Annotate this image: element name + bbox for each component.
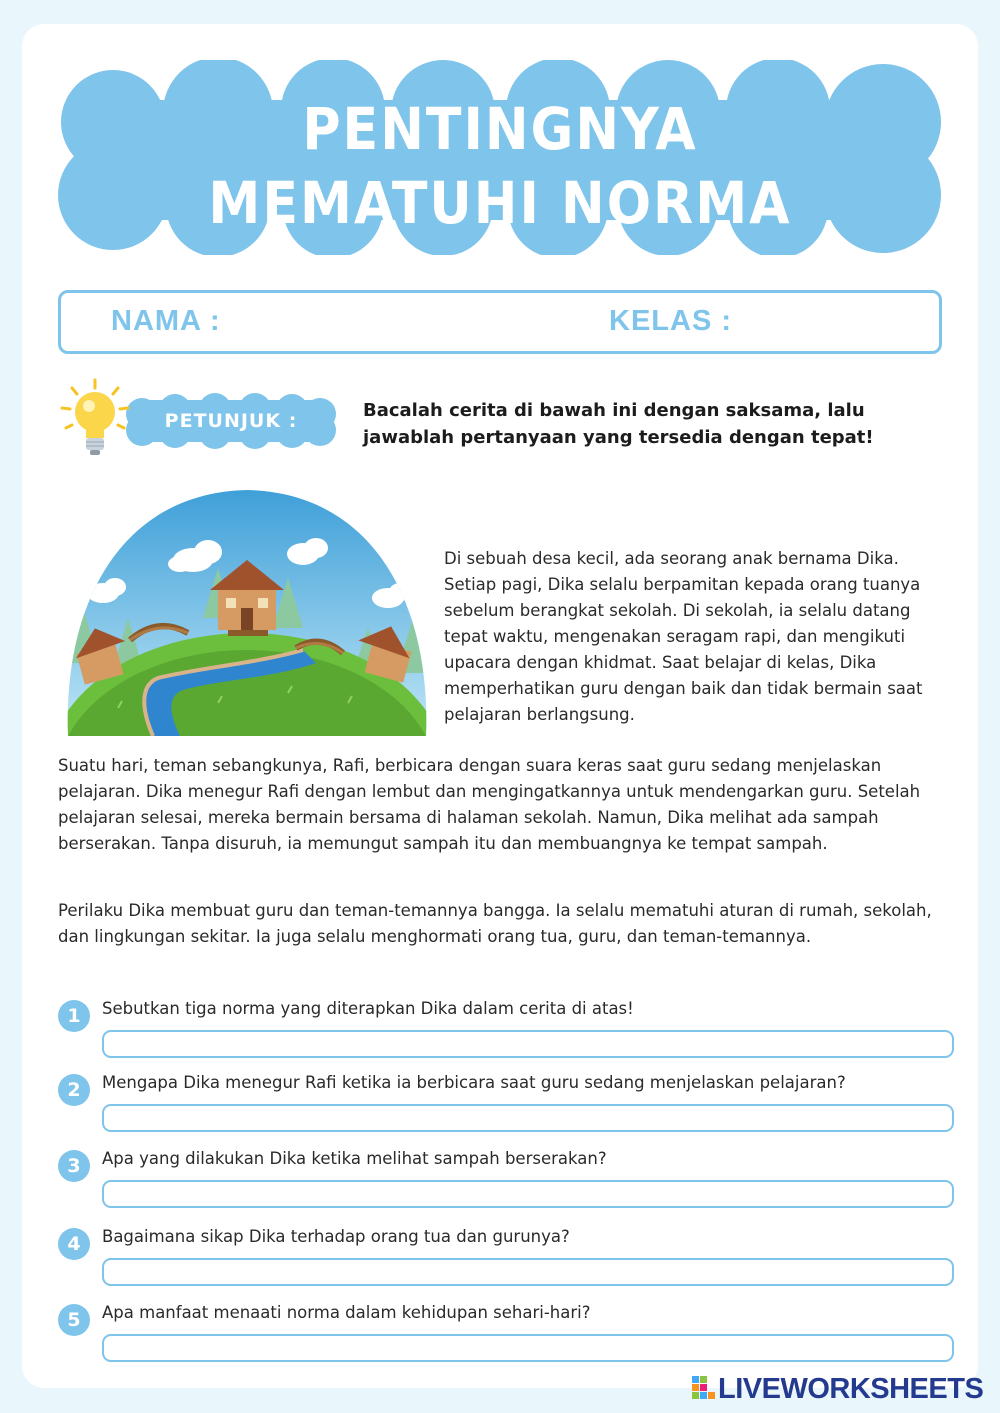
- question-number-badge: 1: [58, 1000, 90, 1032]
- liveworksheets-logo[interactable]: [692, 1372, 992, 1406]
- title-line-2: MEMATUHI NORMA: [208, 169, 792, 237]
- story-paragraph-1: Di sebuah desa kecil, ada seorang anak bernama Dika. Setiap pagi, Dika selalu berpamitan kepada orang tuanya sebelum berangkat sekolah. Di sekolah, ia selalu datang tepat waktu, mengenakan seragam rapi, dan mengikuti upacara dengan khidmat. Saat belajar di kelas, Dika memperhatikan guru dengan baik dan tidak bermain saat pelajaran berlangsung.: [444, 549, 923, 724]
- page-title: [58, 92, 942, 240]
- answer-input-2[interactable]: [102, 1104, 954, 1132]
- answer-input-1[interactable]: [102, 1030, 954, 1058]
- question-text: Sebutkan tiga norma yang diterapkan Dika dalam cerita di atas!: [102, 999, 634, 1018]
- answer-input-4[interactable]: [102, 1258, 954, 1286]
- identity-box: [58, 290, 942, 354]
- instruction-badge-label: PETUNJUK :: [164, 410, 298, 432]
- story-paragraph-2: Suatu hari, teman sebangkunya, Rafi, berbicara dengan suara keras saat guru sedang menjelaskan pelajaran. Dika menegur Rafi dengan lembut dan mengingatkannya untuk mendengarkan guru. Setelah pelajaran selesai, mereka bermain bersama di halaman sekolah. Namun, Dika melihat ada sampah berserakan. Tanpa disuruh, ia memungut sampah itu dan membuangnya ke tempat sampah.: [58, 756, 921, 853]
- question-number-badge: 3: [58, 1150, 90, 1182]
- question-number-badge: 5: [58, 1304, 90, 1336]
- lightbulb-icon: [58, 378, 132, 460]
- liveworksheets-logo-icon: [692, 1376, 716, 1402]
- question-text: Apa manfaat menaati norma dalam kehidupan sehari-hari?: [102, 1303, 591, 1322]
- answer-input-3[interactable]: [102, 1180, 954, 1208]
- question-text: Mengapa Dika menegur Rafi ketika ia berbicara saat guru sedang menjelaskan pelajaran?: [102, 1073, 846, 1092]
- story-paragraph-3: Perilaku Dika membuat guru dan teman-temannya bangga. Ia selalu mematuhi aturan di rumah, sekolah, dan lingkungan sekitar. Ia juga selalu menghormati orang tua, guru, dan teman-temannya.: [58, 901, 932, 946]
- answer-input-5[interactable]: [102, 1334, 954, 1362]
- class-label: KELAS :: [609, 305, 732, 337]
- village-illustration: [58, 488, 436, 736]
- instruction-text: Bacalah cerita di bawah ini dengan saksama, lalu jawablah pertanyaan yang tersedia dengan tepat!: [363, 400, 874, 448]
- title-banner: [58, 60, 942, 255]
- title-line-1: PENTINGNYA: [302, 95, 698, 163]
- question-number-badge: 4: [58, 1228, 90, 1260]
- liveworksheets-logo-text: LIVEWORKSHEETS: [718, 1373, 984, 1405]
- question-text: Bagaimana sikap Dika terhadap orang tua dan gurunya?: [102, 1227, 570, 1246]
- question-text: Apa yang dilakukan Dika ketika melihat sampah berserakan?: [102, 1149, 607, 1168]
- name-label: NAMA :: [111, 305, 221, 337]
- question-number-badge: 2: [58, 1074, 90, 1106]
- instruction-badge-text-wrap: [120, 392, 342, 450]
